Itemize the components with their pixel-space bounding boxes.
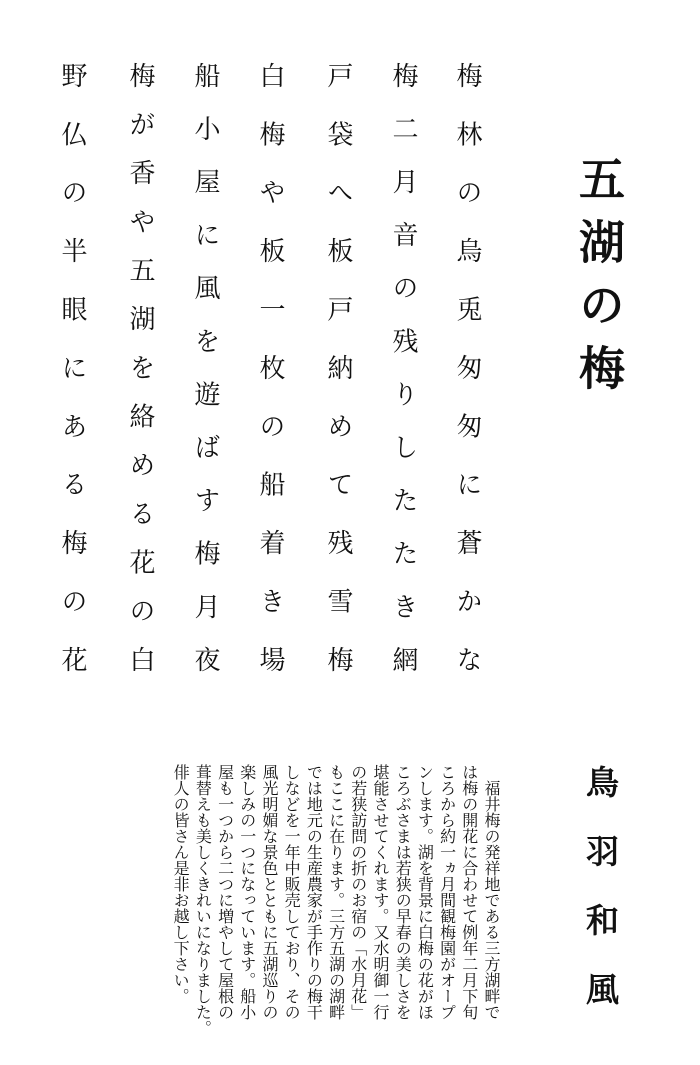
prose-line: 俳人の皆さん是非お越し下さい。	[171, 764, 191, 1004]
prose-line: 葺替えも美しくきれいになりました。	[193, 764, 213, 1036]
prose-line: 福井梅の発祥地である三方湖畔で	[482, 780, 501, 1020]
prose-line: 屋も一つから二つに増やして屋根の	[215, 764, 235, 1020]
prose-block	[166, 764, 502, 1049]
poem-column: 白梅や板一枚の船着き場	[255, 62, 285, 672]
poem-column: 戸袋へ板戸納めて残雪梅	[323, 62, 353, 672]
poem-column: 梅二月音の残りしたたき網	[388, 62, 418, 672]
title: 五湖の梅	[572, 155, 626, 390]
author-name: 鳥羽和風	[581, 765, 620, 1005]
prose-line: 風光明媚な景色とともに五湖巡りの	[259, 764, 279, 1020]
prose-line: ンします。湖を背景に白梅の花がほ	[415, 764, 435, 1020]
prose-line: ころから約一ヵ月間観梅園がオープ	[437, 764, 457, 1020]
prose-line: もここに在ります。三方五湖の湖畔	[326, 764, 346, 1020]
prose-line: 楽しみの一つになっています。船小	[237, 764, 257, 1020]
poem-column: 梅林の烏兎匆匆に蒼かな	[452, 62, 482, 672]
poem-column: 船小屋に風を遊ばす梅月夜	[190, 62, 220, 672]
prose-line: しなどを一年中販売しており、その	[282, 764, 302, 1020]
prose-line: の若狭訪問の折のお宿の「水月花」	[348, 764, 368, 1020]
prose-line: 堪能させてくれます。又水明御一行	[370, 764, 390, 1020]
prose-line: ころぶさまは若狭の早春の美しさを	[393, 764, 413, 1020]
prose-line: では地元の生産農家が手作りの梅干	[304, 764, 324, 1020]
poem-column: 野仏の半眼にある梅の花	[57, 62, 87, 672]
poem-column: 梅が香や五湖を絡める花の白	[125, 62, 155, 672]
prose-line: は梅の開花に合わせて例年二月下旬	[459, 764, 479, 1020]
